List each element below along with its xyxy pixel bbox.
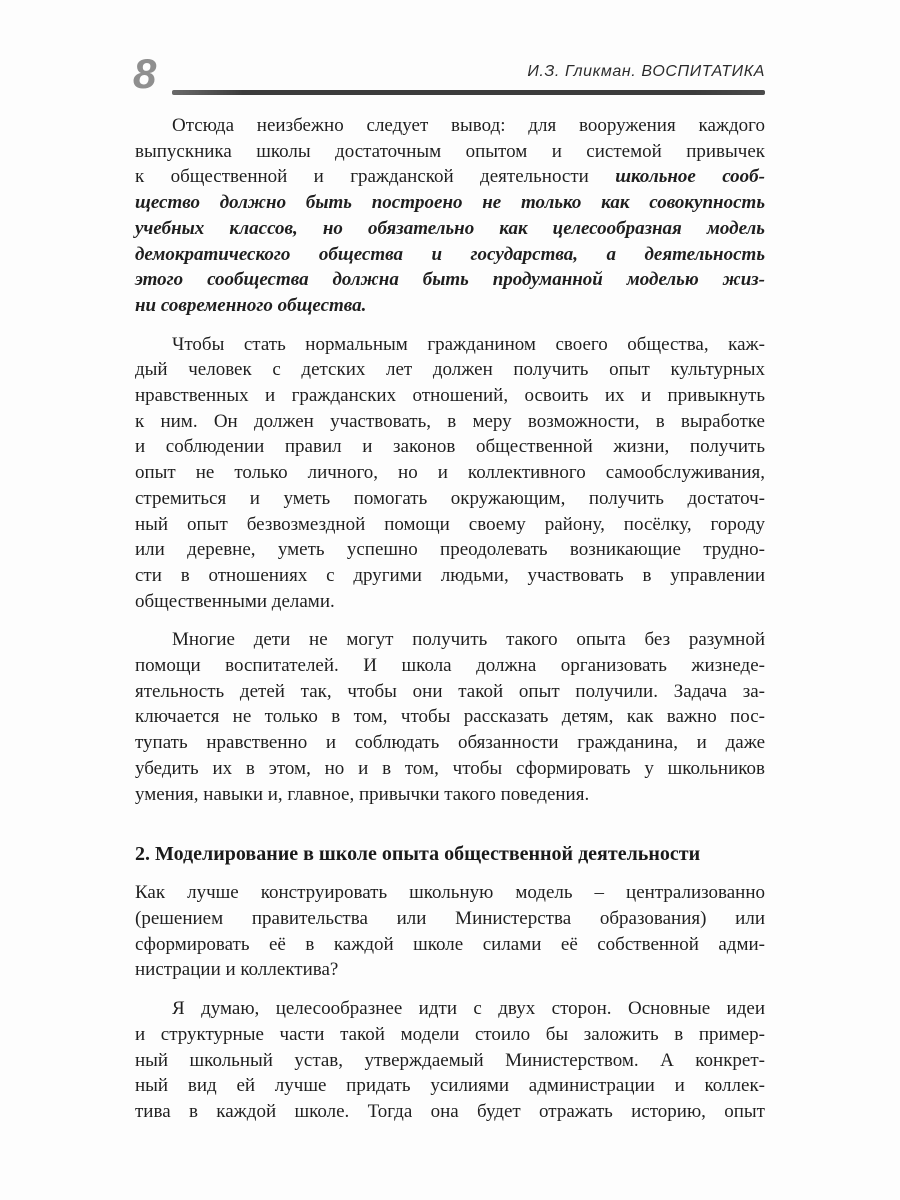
body-text: ятельность детей так, чтобы они такой опыт получили. Задача за- bbox=[135, 680, 765, 702]
text-line bbox=[135, 679, 765, 705]
text-line bbox=[135, 932, 765, 958]
paragraph-4 bbox=[135, 880, 765, 983]
text-line bbox=[135, 113, 765, 139]
text-line bbox=[135, 164, 765, 190]
text-line bbox=[135, 216, 765, 242]
body-text: умения, навыки и, главное, привычки такого поведения. bbox=[135, 783, 590, 805]
body-text: выпускника школы достаточным опытом и системой привычек bbox=[135, 140, 765, 162]
body-text: помощи воспитателей. И школа должна организовать жизнеде- bbox=[135, 655, 765, 677]
body-text: сти в отношениях с другими людьми, участвовать в управлении bbox=[135, 564, 765, 586]
body-text: ный вид ей лучше придать усилиями администрации и коллек- bbox=[135, 1075, 765, 1097]
running-header-title: И.З. Гликман. ВОСПИТАТИКА bbox=[527, 63, 765, 80]
body-text: Многие дети не могут получить такого опыта без разумной bbox=[172, 629, 765, 651]
body-text: общественными делами. bbox=[135, 590, 335, 612]
page-text bbox=[135, 113, 765, 1125]
text-line bbox=[135, 409, 765, 435]
body-text: ный опыт безвозмездной помощи своему району, посёлку, городу bbox=[135, 513, 765, 535]
header-rule bbox=[172, 90, 765, 95]
text-line bbox=[135, 653, 765, 679]
body-text: тупать нравственно и соблюдать обязанности гражданина, и даже bbox=[135, 732, 765, 754]
text-line bbox=[135, 996, 765, 1022]
text-line bbox=[135, 1048, 765, 1074]
text-line bbox=[135, 357, 765, 383]
body-text: дый человек с детских лет должен получить опыт культурных bbox=[135, 359, 765, 381]
text-line bbox=[135, 537, 765, 563]
text-line bbox=[135, 1022, 765, 1048]
text-line bbox=[135, 1099, 765, 1125]
text-line bbox=[135, 563, 765, 589]
body-text: убедить их в этом, но и в том, чтобы сформировать у школьников bbox=[135, 757, 765, 779]
section-heading: 2. Моделирование в школе опыта общественной деятельности bbox=[135, 843, 701, 866]
text-line bbox=[135, 460, 765, 486]
body-text: Отсюда неизбежно следует вывод: для вооружения каждого bbox=[172, 115, 765, 136]
emphasized-text: школьное сооб- bbox=[615, 166, 765, 188]
body-text: Как лучше конструировать школьную модель – централизованно bbox=[135, 882, 765, 904]
body-text: опыт не только личного, но и коллективного самообслуживания, bbox=[135, 462, 765, 484]
page-header bbox=[133, 50, 765, 103]
text-line bbox=[135, 589, 765, 615]
body-text: ключается не только в том, чтобы рассказать детям, как важно пос- bbox=[135, 706, 765, 728]
body-text: Я думаю, целесообразнее идти с двух сторон. Основные идеи bbox=[172, 998, 765, 1020]
body-text: сформировать её в каждой школе силами её собственной адми- bbox=[135, 933, 765, 955]
paragraph-1 bbox=[135, 113, 765, 319]
text-line bbox=[135, 512, 765, 538]
paragraph-5 bbox=[135, 996, 765, 1125]
text-line bbox=[135, 332, 765, 358]
text-line bbox=[135, 756, 765, 782]
body-text: Чтобы стать нормальным гражданином своего общества, каж- bbox=[172, 333, 765, 355]
book-page bbox=[133, 50, 765, 1125]
text-line bbox=[135, 383, 765, 409]
body-text: тива в каждой школе. Тогда она будет отражать историю, опыт bbox=[135, 1100, 765, 1122]
text-line bbox=[135, 880, 765, 906]
text-line bbox=[135, 957, 765, 983]
paragraph-2 bbox=[135, 332, 765, 615]
page-number: 8 bbox=[133, 50, 157, 97]
body-text: ный школьный устав, утверждаемый Министерством. А конкрет- bbox=[135, 1049, 765, 1071]
body-text: к ним. Он должен участвовать, в меру возможности, в выработке bbox=[135, 410, 765, 432]
emphasized-text: щество должно быть построено не только как совокупность bbox=[135, 192, 765, 214]
body-text: нравственных и гражданских отношений, освоить их и привыкнуть bbox=[135, 385, 765, 407]
text-line bbox=[135, 267, 765, 293]
emphasized-text: демократического общества и государства, а деятельность bbox=[135, 243, 765, 265]
text-line bbox=[135, 190, 765, 216]
body-text: стремиться и уметь помогать окружающим, получить достаточ- bbox=[135, 487, 765, 509]
text-line bbox=[135, 434, 765, 460]
text-line bbox=[135, 906, 765, 932]
text-line bbox=[135, 139, 765, 165]
text-line bbox=[135, 293, 765, 319]
body-text: (решением правительства или Министерства образования) или bbox=[135, 907, 765, 929]
emphasized-text: ни современного общества. bbox=[135, 294, 367, 316]
text-line bbox=[135, 730, 765, 756]
body-text: и соблюдении правил и законов общественной жизни, получить bbox=[135, 436, 765, 458]
paragraph-3 bbox=[135, 627, 765, 807]
body-text: и структурные части такой модели стоило бы заложить в пример- bbox=[135, 1023, 765, 1045]
emphasized-text: учебных классов, но обязательно как целесообразная модель bbox=[135, 217, 765, 239]
emphasized-text: этого сообщества должна быть продуманной моделью жиз- bbox=[135, 269, 765, 291]
text-line bbox=[135, 1073, 765, 1099]
text-line bbox=[135, 627, 765, 653]
text-line bbox=[135, 242, 765, 268]
text-line bbox=[135, 486, 765, 512]
body-text: или деревне, уметь успешно преодолевать возникающие трудно- bbox=[135, 539, 765, 561]
body-text: нистрации и коллектива? bbox=[135, 959, 339, 981]
text-line bbox=[135, 782, 765, 808]
body-text: к общественной и гражданской деятельности bbox=[135, 166, 616, 188]
text-line bbox=[135, 704, 765, 730]
